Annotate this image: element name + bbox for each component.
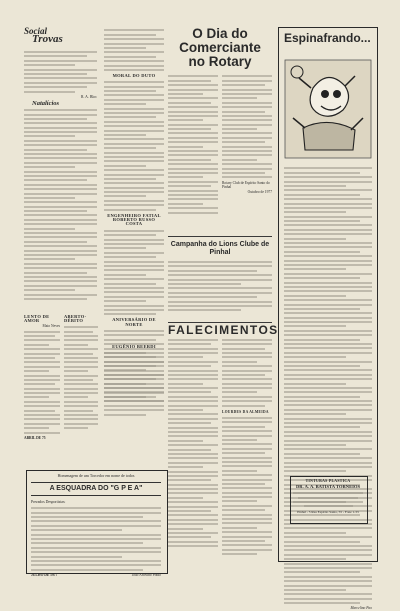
trovas-author: R. A. Bloc <box>80 94 97 99</box>
col2-heading-2: ENGENHEIRO FATIAL ROBERTO RUSSO COSTA <box>107 212 161 227</box>
espinafrando-title: Espinafrando... <box>284 31 371 45</box>
espinafrando-content <box>284 31 372 45</box>
natalicios-heading: Natalícios <box>32 100 60 108</box>
lions-title: Campanha do Lions Clube de Pinhal <box>170 241 270 256</box>
falecimentos-subheading: LOURDES DA ALMEIDA <box>222 409 269 414</box>
homenagem-signature: João Arcelino Prado <box>131 573 161 578</box>
homenagem-intro: Homenagem de um Torcedor em nome de todos <box>57 473 135 478</box>
rotary-title-1: O Dia do Comerciante <box>179 26 261 55</box>
rotary-title-2: no Rotary <box>188 54 252 69</box>
lento-heading: LENTO DE AMOR <box>24 314 50 324</box>
espinafrando-cartoon <box>283 58 373 160</box>
column-lento <box>24 315 60 440</box>
farmacia-heading: TINTURAS PLASTICA <box>305 479 351 483</box>
espinafrando-text <box>284 165 372 611</box>
farmacia-content <box>293 479 363 514</box>
column-middle <box>64 315 98 432</box>
falecimentos-title: FALECIMENTOS <box>168 323 279 337</box>
rotary-article <box>168 27 272 216</box>
col2-heading-3: ANIVERSÁRIO DE NORTE <box>112 317 156 327</box>
lento-signature: ABRIL DE 75 <box>24 435 46 440</box>
farmacia-name: DR. A. A. BATISTA TORNEIOS <box>295 484 361 490</box>
homenagem-title: A ESQUADRA DO "G P E A" <box>31 482 161 496</box>
lions-article <box>168 241 272 314</box>
homenagem-salutation: Prezados Desportistas: <box>31 500 66 505</box>
column-social <box>24 27 97 302</box>
farmacia-address: Pinhal - 5 Rua Espirito Santo, 55 - Fone 1-33 <box>297 509 359 514</box>
rotary-signoff: Rotary Club de Espírito Santo do Pinhal <box>222 180 270 190</box>
rule-lions-top <box>168 236 272 237</box>
trovas-header: Trovas <box>32 33 63 45</box>
rotary-date: Outubro de 1977 <box>247 189 272 194</box>
homenagem-content <box>31 474 161 577</box>
social-header: Social <box>24 26 48 36</box>
lento-author: Maio Neves <box>42 323 60 328</box>
falecimentos-article <box>168 323 279 558</box>
homenagem-date: JULHO DE 1977 <box>31 573 58 578</box>
column-eugenio <box>104 345 164 404</box>
col2-heading-1: MORAL DO DUTO <box>112 72 156 78</box>
middle-heading: ABERTO-DÉBITO <box>64 314 87 324</box>
eugenio-heading: EUGÊNIO BEERDI <box>112 344 156 349</box>
espinafrando-footer: Marcelino Pao <box>350 606 372 611</box>
